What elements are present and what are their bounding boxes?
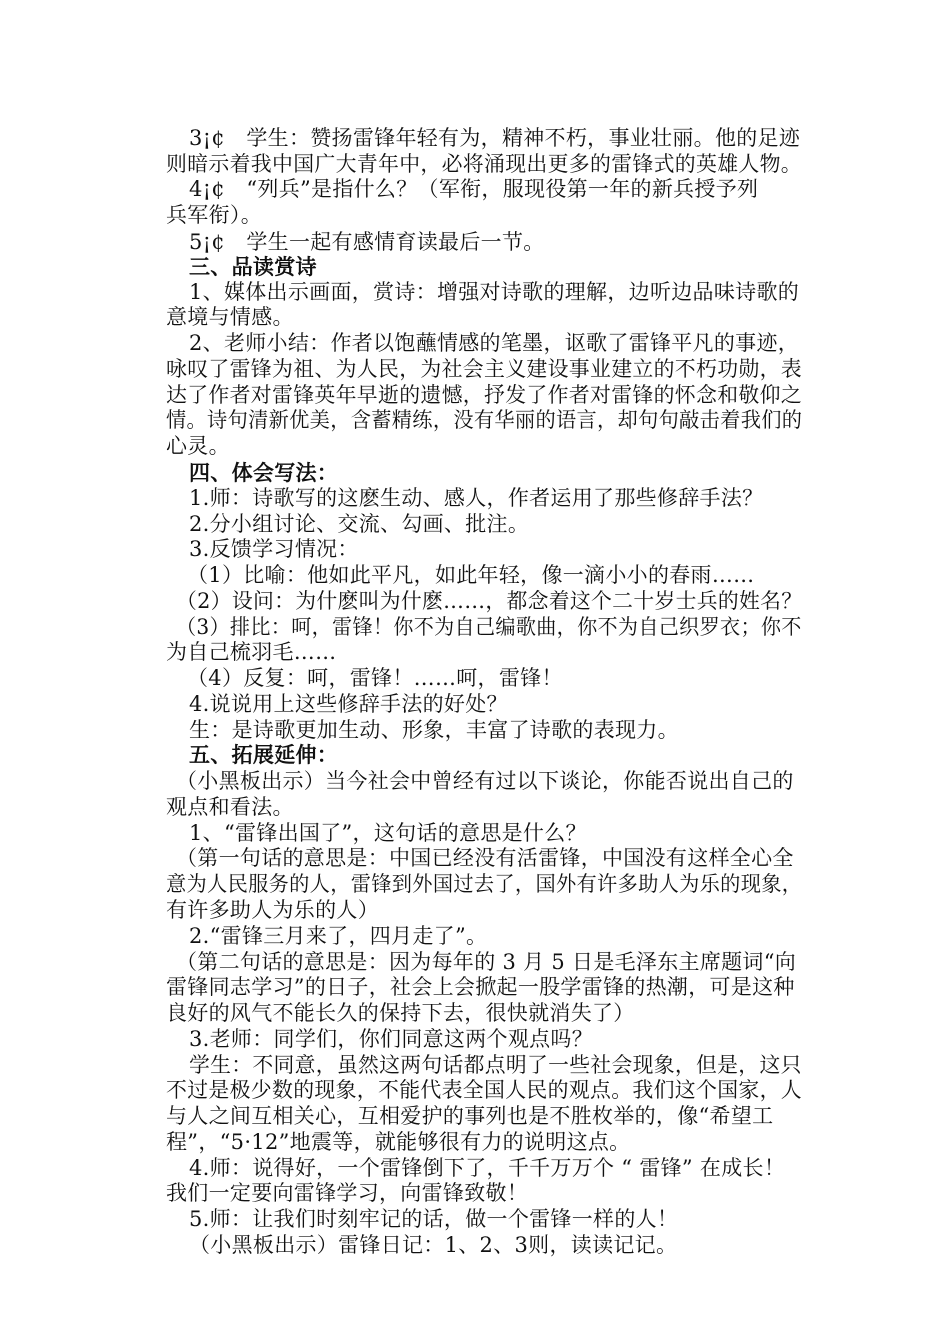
text-line: 雷锋同志学习”的日子，社会上会掀起一股学雷锋的热潮，可是这种 — [166, 975, 795, 999]
text-line: 程”，“5·12”地震等，就能够很有力的说明这点。 — [166, 1130, 631, 1154]
text-line: 意境与情感。 — [166, 305, 294, 329]
text-line: 我们一定要向雷锋学习，向雷锋致敬！ — [166, 1181, 529, 1205]
text-line: 3¡¢ 学生：赞扬雷锋年轻有为，精神不朽，事业壮丽。他的足迹 — [189, 126, 801, 150]
text-line: 兵军衔）。 — [166, 203, 262, 227]
text-line: （第一句话的意思是：中国已经没有活雷锋，中国没有这样全心全 — [176, 846, 794, 870]
text-line: 5¡¢ 学生一起有感情育读最后一节。 — [189, 230, 545, 254]
text-line: 4.说说用上这些修辞手法的好处？ — [189, 692, 508, 716]
text-line: 情。诗句清新优美，含蓄精练，没有华丽的语言，却句句敲击着我们的 — [166, 408, 803, 432]
text-line: 2.“雷锋三月来了，四月走了”。 — [189, 924, 488, 948]
text-line: 良好的风气不能长久的保持下去，很快就消失了） — [166, 1001, 635, 1025]
text-line: 4¡¢ “列兵”是指什么？（军衔，服现役第一年的新兵授予列 — [189, 177, 759, 201]
text-line: 则暗示着我中国广大青年中，必将涌现出更多的雷锋式的英雄人物。 — [166, 152, 802, 176]
text-line: （小黑板出示）雷锋日记：1、2、3则，读读记记。 — [189, 1233, 678, 1257]
section-heading: 五、拓展延伸： — [189, 742, 339, 767]
text-line: 为自己梳羽毛…… — [166, 640, 337, 664]
text-line: 4.师：说得好，一个雷锋倒下了，千千万万个 “ 雷锋” 在成长！ — [189, 1156, 786, 1180]
text-line: 生：是诗歌更加生动、形象，丰富了诗歌的表现力。 — [189, 718, 679, 742]
text-line: （小黑板出示）当今社会中曾经有过以下谈论，你能否说出自己的 — [176, 769, 794, 793]
text-line: （1）比喻：他如此平凡，如此年轻，像一滴小小的春雨…… — [187, 563, 755, 587]
section-heading: 四、体会写法： — [189, 460, 339, 485]
text-line: 不过是极少数的现象，不能代表全国人民的观点。我们这个国家，人 — [166, 1078, 802, 1102]
text-line: 3.反馈学习情况： — [189, 537, 359, 561]
text-line: （4）反复：呵，雷锋！……呵，雷锋！ — [187, 666, 563, 690]
text-line: 心灵。 — [166, 434, 230, 458]
text-line: 观点和看法。 — [166, 795, 294, 819]
text-line: （第二句话的意思是：因为每年的 3 月 5 日是毛泽东主席题词“向 — [176, 950, 797, 974]
text-line: 3.老师：同学们，你们同意这两个观点吗？ — [189, 1027, 594, 1051]
text-line: （3）排比：呵，雷锋！你不为自己编歌曲，你不为自己织罗衣；你不 — [176, 615, 802, 639]
text-line: 学生：不同意，虽然这两句话都点明了一些社会现象，但是，这只 — [189, 1053, 802, 1077]
text-line: 2.分小组讨论、交流、勾画、批注。 — [189, 512, 530, 536]
text-line: 有许多助人为乐的人） — [166, 898, 379, 922]
text-line: 与人之间互相关心，互相爱护的事列也是不胜枚举的，像“希望工 — [166, 1104, 774, 1128]
text-line: 1.师：诗歌写的这麽生动、感人，作者运用了那些修辞手法？ — [189, 486, 764, 510]
text-line: 意为人民服务的人，雷锋到外国过去了，国外有许多助人为乐的现象， — [166, 872, 803, 896]
text-line: （2）设问：为什麽叫为什麽……，都念着这个二十岁士兵的姓名？ — [176, 589, 803, 613]
text-line: 1、媒体出示画面，赏诗：增强对诗歌的理解，边听边品味诗歌的 — [189, 280, 800, 304]
text-line: 1、“雷锋出国了”，这句话的意思是什么？ — [189, 821, 587, 845]
text-line: 5.师：让我们时刻牢记的话，做一个雷锋一样的人！ — [189, 1207, 679, 1231]
text-line: 2、老师小结：作者以饱蘸情感的笔墨，讴歌了雷锋平凡的事迹， — [189, 331, 800, 355]
text-line: 达了作者对雷锋英年早逝的遗憾，抒发了作者对雷锋的怀念和敬仰之 — [166, 383, 802, 407]
section-heading: 三、品读赏诗 — [189, 254, 317, 279]
text-line: 咏叹了雷锋为祖、为人民，为社会主义建设事业建立的不朽功勋，表 — [166, 357, 802, 381]
